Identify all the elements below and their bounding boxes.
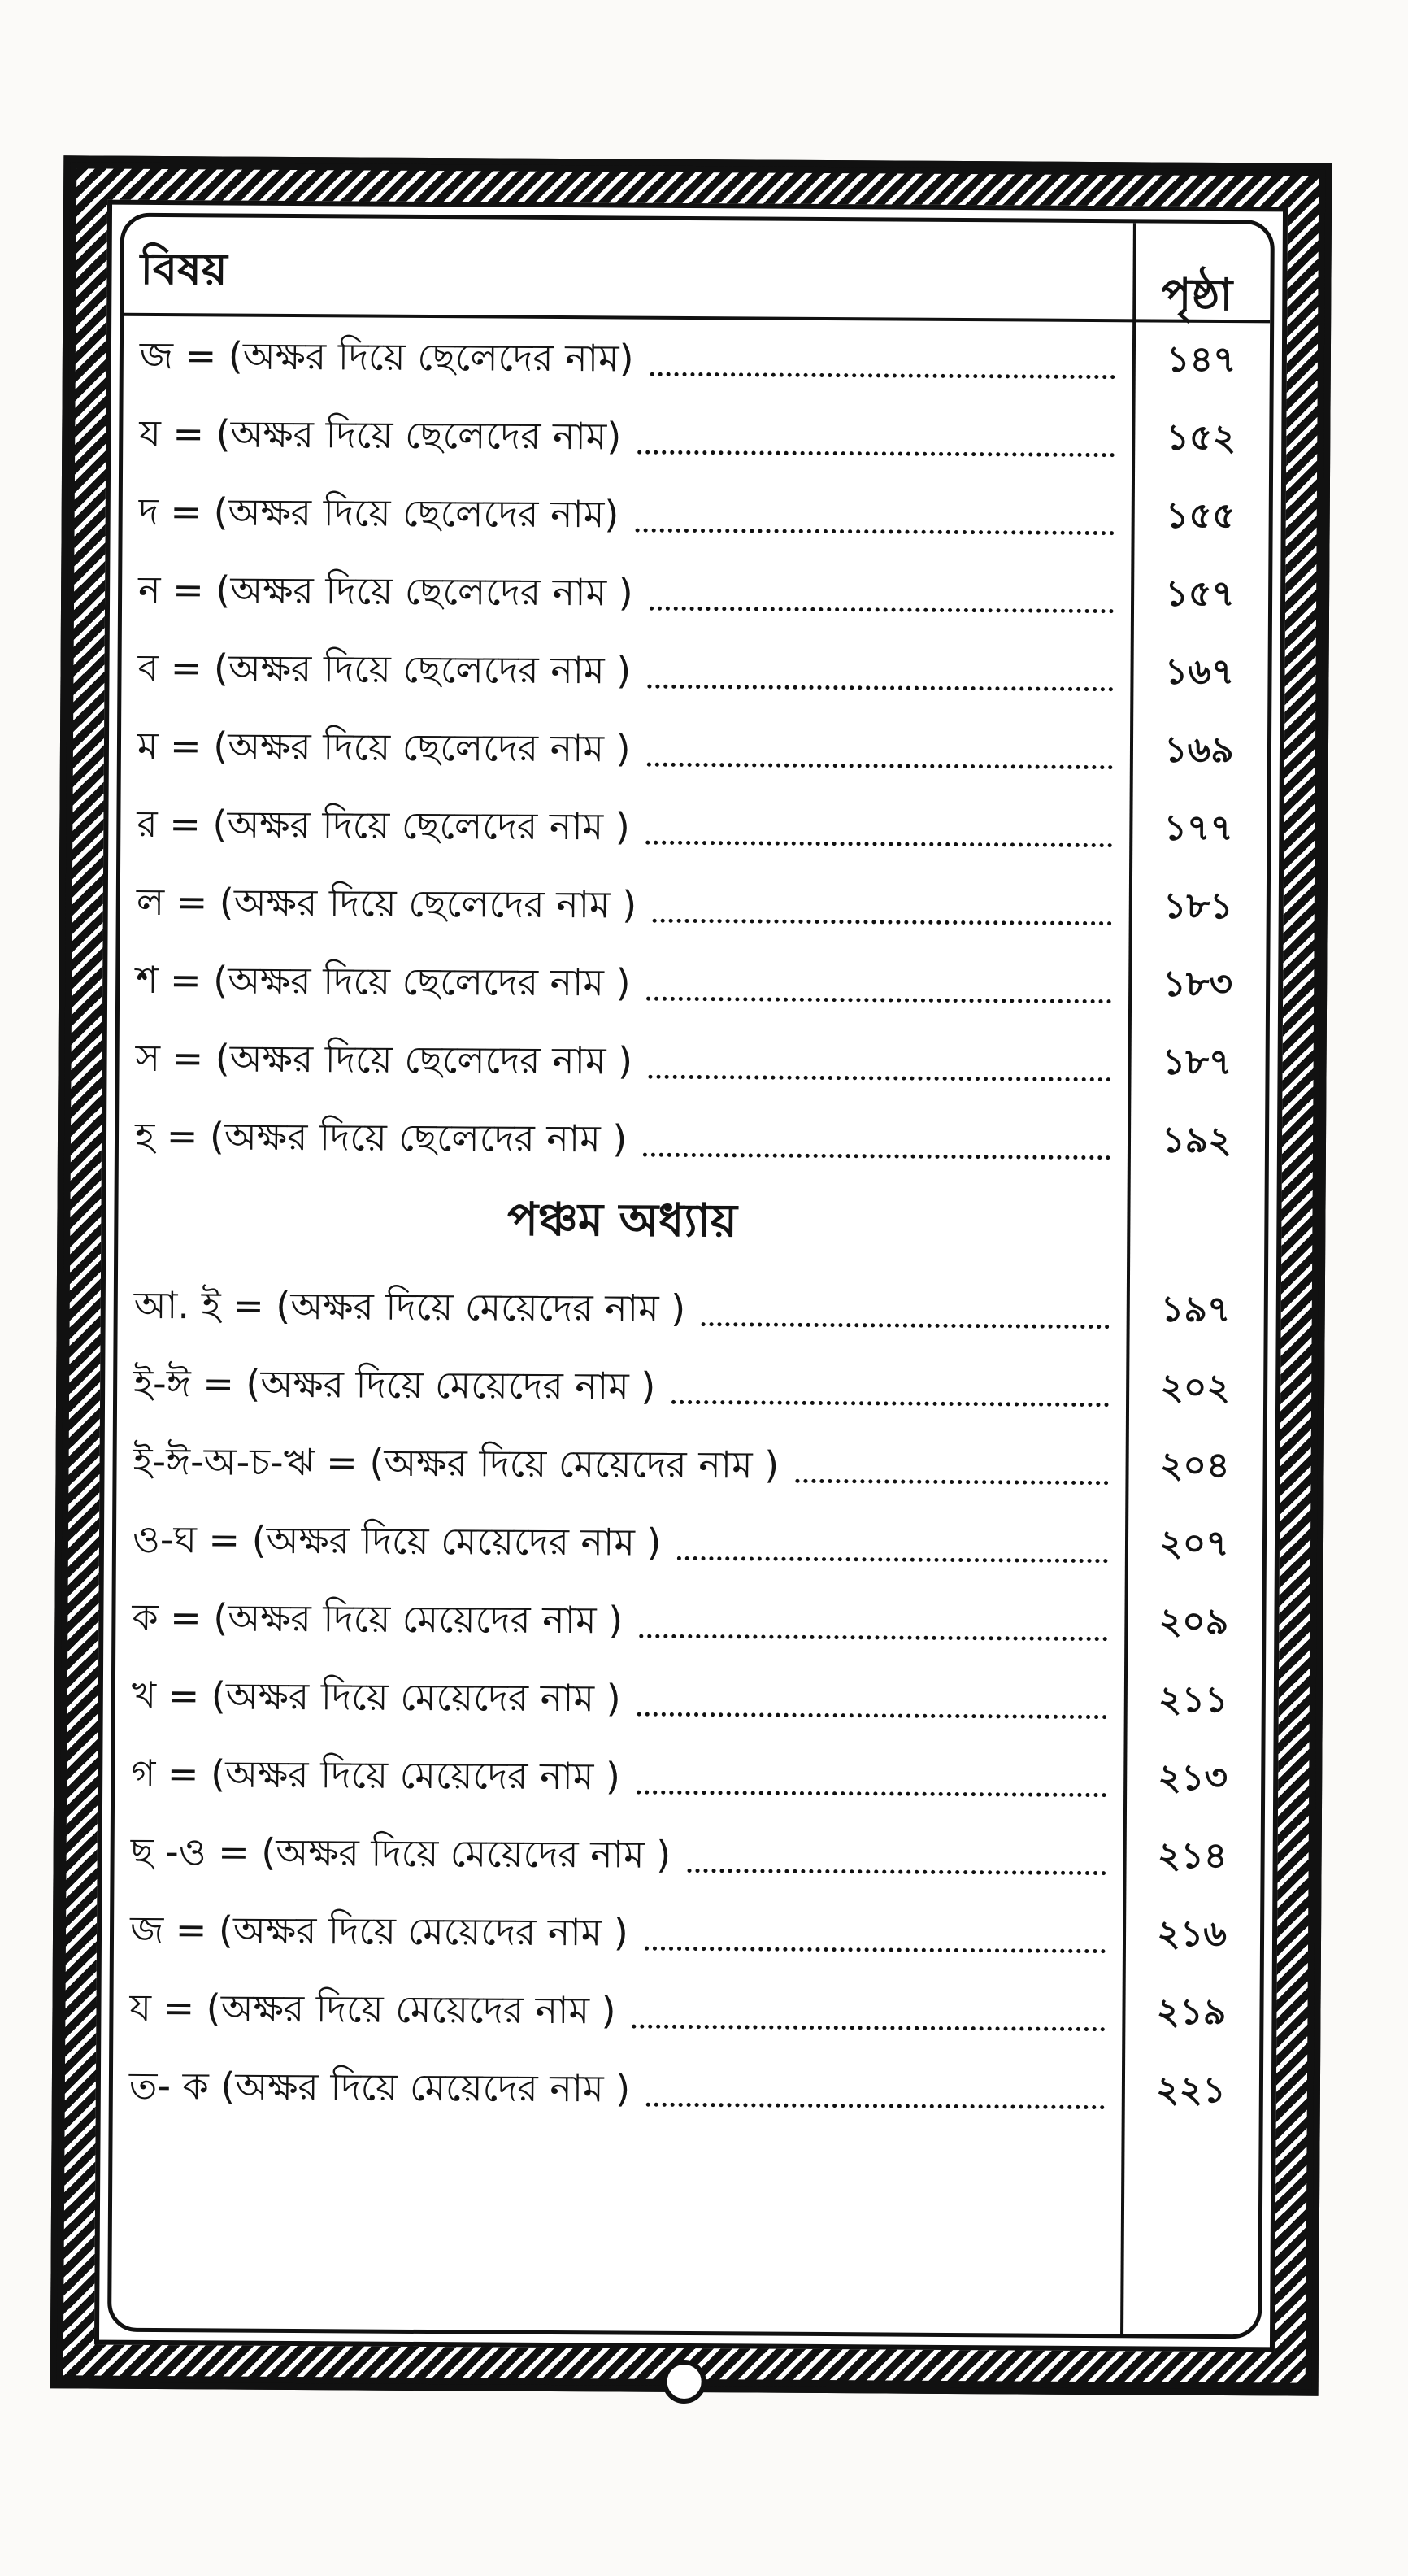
toc-entry: [133, 1422, 1263, 1507]
toc-entry: [137, 707, 1268, 791]
toc-entry: [137, 863, 1267, 947]
dot-leader: [649, 1051, 1111, 1081]
entry-page-number: ২১৩: [1158, 1756, 1228, 1799]
dot-leader: [647, 661, 1114, 691]
dot-leader: [646, 817, 1113, 847]
entry-title: গ = (অক্ষর দিয়ে মেয়েদের নাম ): [131, 1751, 621, 1799]
entry-page-number: ২০২: [1160, 1366, 1231, 1408]
contents-list: [129, 316, 1271, 2131]
dot-leader: [637, 1689, 1106, 1719]
subject-column-header: বিষয়: [140, 242, 228, 295]
dot-leader: [646, 739, 1113, 769]
entry-page-number: ১৪৭: [1166, 338, 1236, 381]
entry-page-number: ১৮১: [1162, 885, 1233, 927]
entry-page-number: ১৮৩: [1162, 963, 1233, 1005]
chapter-heading: পঞ্চম অধ্যায়: [506, 1193, 738, 1248]
entry-title: ই-ঈ-অ-চ-ঋ = (অক্ষর দিয়ে মেয়েদের নাম ): [133, 1438, 780, 1487]
toc-entry: [138, 472, 1269, 557]
dot-leader: [650, 583, 1115, 612]
entry-page-number: ২০৪: [1159, 1444, 1230, 1486]
entry-title: ছ -ও = (অক্ষর দিয়ে মেয়েদের নাম ): [130, 1829, 671, 1877]
dot-leader: [639, 1611, 1107, 1641]
entry-page-number: ১৮৭: [1162, 1041, 1232, 1083]
entry-page-number: ১৯৭: [1160, 1288, 1231, 1330]
entry-page-number: ১৫২: [1166, 416, 1236, 459]
toc-entry: [130, 1812, 1261, 1897]
entry-page-number: ১৬৯: [1163, 729, 1234, 771]
entry-page-number: ২১৬: [1157, 1912, 1228, 1955]
contents-table: [107, 213, 1275, 2339]
toc-entry: [130, 1891, 1261, 1975]
entry-title: ত- ক (অক্ষর দিয়ে মেয়েদের নাম ): [128, 2063, 631, 2111]
entry-title: ই-ঈ = (অক্ষর দিয়ে মেয়েদের নাম ): [133, 1360, 656, 1408]
entry-page-number: ২১৯: [1156, 1991, 1227, 2033]
entry-title: আ. ই = (অক্ষর দিয়ে মেয়েদের নাম ): [133, 1282, 686, 1330]
dot-leader: [646, 973, 1111, 1003]
entry-title: জ = (অক্ষর দিয়ে মেয়েদের নাম ): [129, 1907, 628, 1955]
entry-title: জ = (অক্ষর দিয়ে ছেলেদের নাম): [139, 333, 634, 381]
entry-title: শ = (অক্ষর দিয়ে ছেলেদের নাম ): [136, 957, 631, 1005]
toc-entry: [138, 550, 1269, 635]
toc-entry: [139, 394, 1270, 479]
entry-page-number: ১৭৭: [1163, 807, 1234, 849]
entry-title: দ = (অক্ষর দিয়ে ছেলেদের নাম): [138, 489, 619, 537]
toc-entry: [133, 1344, 1264, 1429]
entry-page-number: ২০৭: [1158, 1522, 1230, 1564]
dot-leader: [643, 1129, 1110, 1160]
entry-title: স = (অক্ষর দিয়ে ছেলেদের নাম ): [135, 1035, 633, 1083]
dot-leader: [645, 1923, 1106, 1952]
toc-entry: [135, 1019, 1266, 1103]
toc-entry: [129, 2047, 1260, 2131]
dot-leader: [795, 1456, 1109, 1484]
entry-page-number: ১৫৫: [1165, 494, 1236, 537]
dot-leader: [650, 349, 1115, 378]
entry-title: র = (অক্ষর দিয়ে ছেলেদের নাম ): [137, 801, 630, 849]
entry-page-number: ২২১: [1155, 2069, 1226, 2111]
dot-leader: [635, 505, 1115, 535]
dot-leader: [671, 1377, 1109, 1406]
entry-title: য = (অক্ষর দিয়ে মেয়েদের নাম ): [129, 1985, 616, 2033]
toc-entry: [132, 1656, 1262, 1741]
entry-page-number: ১৬৭: [1164, 651, 1235, 693]
dot-leader: [637, 1767, 1106, 1797]
dot-leader: [677, 1533, 1108, 1562]
entry-page-number: ২১৪: [1157, 1834, 1228, 1877]
entry-title: ল = (অক্ষর দিয়ে ছেলেদের নাম ): [136, 879, 637, 927]
table-header: [124, 217, 1271, 324]
toc-entry: [140, 316, 1271, 401]
toc-entry: [135, 1097, 1266, 1181]
page-column-header: পৃষ্ঠা: [1161, 268, 1233, 321]
toc-entry: [129, 1969, 1260, 2053]
toc-entry: [137, 629, 1268, 713]
dot-leader: [653, 895, 1112, 925]
toc-entry: [137, 785, 1267, 869]
dot-leader: [702, 1299, 1110, 1329]
entry-title: ও-ঘ = (অক্ষর দিয়ে মেয়েদের নাম ): [132, 1516, 662, 1564]
entry-title: য = (অক্ষর দিয়ে ছেলেদের নাম): [139, 411, 622, 459]
dot-leader: [687, 1845, 1106, 1874]
entry-title: হ = (অক্ষর দিয়ে ছেলেদের নাম ): [134, 1113, 628, 1161]
toc-entry: [133, 1266, 1264, 1351]
entry-title: ন = (অক্ষর দিয়ে ছেলেদের নাম ): [137, 567, 633, 615]
entry-page-number: ২০৯: [1158, 1600, 1229, 1643]
toc-entry: [131, 1734, 1262, 1819]
toc-entry: [133, 1500, 1263, 1585]
entry-page-number: ১৯২: [1162, 1119, 1232, 1161]
toc-entry: [132, 1578, 1262, 1663]
entry-title: খ = (অক্ষর দিয়ে মেয়েদের নাম ): [131, 1673, 621, 1721]
dot-leader: [646, 2079, 1105, 2108]
decorative-border: [50, 155, 1332, 2395]
bottom-ornament-icon: [663, 2360, 706, 2404]
entry-title: ম = (অক্ষর দিয়ে ছেলেদের নাম ): [137, 723, 631, 771]
dot-leader: [632, 2001, 1105, 2031]
toc-entry: [136, 941, 1267, 1025]
dot-leader: [637, 427, 1115, 457]
entry-page-number: ১৫৭: [1165, 572, 1236, 615]
entry-title: ব = (অক্ষর দিয়ে ছেলেদের নাম ): [137, 645, 632, 693]
entry-page-number: ২১১: [1158, 1678, 1228, 1721]
entry-title: ক = (অক্ষর দিয়ে মেয়েদের নাম ): [132, 1595, 624, 1643]
